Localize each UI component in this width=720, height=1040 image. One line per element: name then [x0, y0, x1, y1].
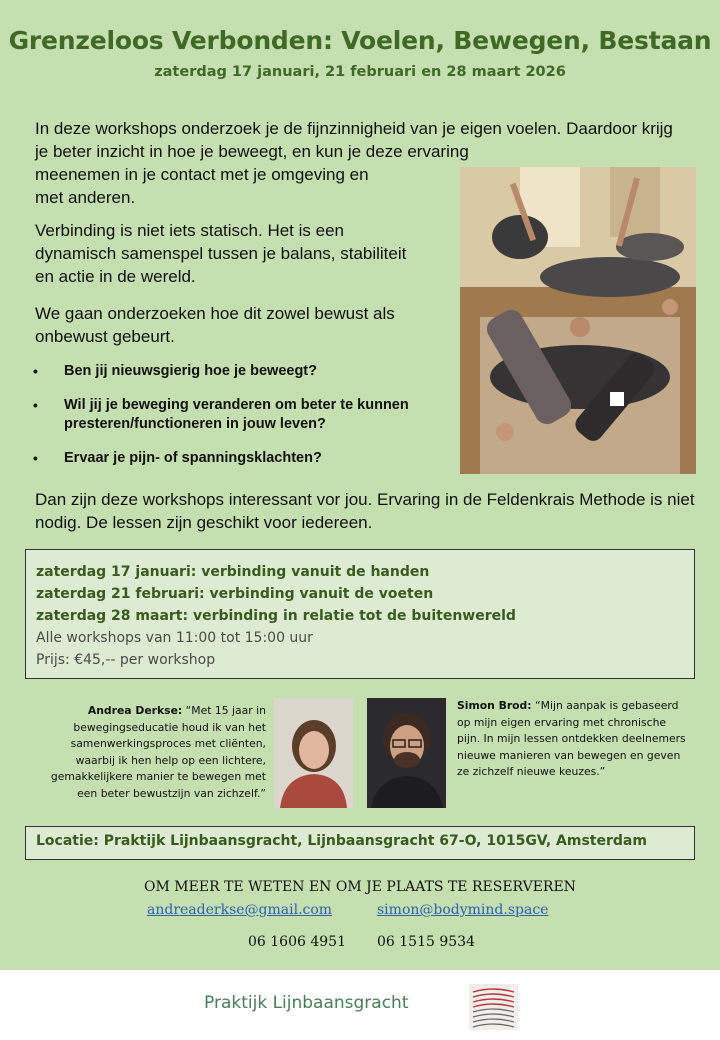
workshop-dates: zaterdag 17 januari, 21 februari en 28 maart 2026: [154, 64, 566, 80]
phone-andrea: 06 1606 4951: [248, 934, 346, 950]
footer-practice-name: Praktijk Lijnbaansgracht: [204, 993, 409, 1013]
page-title: Grenzeloos Verbonden: Voelen, Bewegen, Bestaan: [8, 26, 712, 55]
question-item: • Wil jij je beweging veranderen om beter te kunnen presteren/functioneren in jouw leven?: [33, 396, 443, 434]
location-box: Locatie: Praktijk Lijnbaansgracht, Lijnbaansgracht 67-O, 1015GV, Amsterdam: [25, 826, 695, 860]
closing-paragraph: Dan zijn deze workshops interessant vor jou. Ervaring in de Feldenkrais Methode is niet nodig. De lessen zijn geschikt voor iedereen.: [35, 490, 695, 532]
intro-paragraph-3: We gaan onderzoeken hoe dit zowel bewust als onbewust gebeurt.: [35, 304, 395, 346]
portrait-andrea: [274, 698, 353, 808]
intro-paragraph-2: Verbinding is niet iets statisch. Het is een dynamisch samenspel tussen je balans, stabiliteit en actie in de wereld.: [35, 221, 407, 286]
phone-simon: 06 1515 9534: [377, 934, 475, 950]
session-item: zaterdag 17 januari: verbinding vanuit de handen: [36, 564, 430, 580]
practice-logo-icon: [469, 984, 518, 1030]
question-list: [33, 362, 443, 483]
teacher-name-simon: Simon Brod:: [457, 699, 532, 712]
email-link-simon[interactable]: simon@bodymind.space: [377, 902, 549, 918]
reserve-heading: OM MEER TE WETEN EN OM JE PLAATS TE RESERVEREN: [144, 879, 576, 895]
session-item: zaterdag 21 februari: verbinding vanuit de voeten: [36, 586, 434, 602]
bio-simon: [457, 698, 687, 781]
bio-andrea: [40, 703, 266, 802]
question-item: • Ervaar je pijn- of spanningsklachten?: [33, 449, 443, 468]
workshop-price: Prijs: €45,-- per workshop: [36, 652, 216, 668]
portrait-simon: [367, 698, 446, 808]
intro-paragraph-1-cont: meenemen in je contact met je omgeving en met anderen.: [35, 165, 369, 207]
workshop-photo: [460, 167, 696, 474]
workshop-time: Alle workshops van 11:00 tot 15:00 uur: [36, 630, 313, 646]
intro-paragraph-1: In deze workshops onderzoek je de fijnzinnigheid van je eigen voelen. Daardoor krijg je beter inzicht in hoe je beweegt, en kun je deze ervaring: [35, 119, 673, 161]
schedule-box: [25, 549, 695, 679]
teacher-name-andrea: Andrea Derkse:: [87, 704, 183, 717]
question-item: • Ben jij nieuwsgierig hoe je beweegt?: [33, 362, 443, 381]
session-item: zaterdag 28 maart: verbinding in relatie tot de buitenwereld: [36, 608, 516, 624]
teacher-bio-andrea: “Met 15 jaar in bewegingseducatie houd ik van het samenwerkingsproces met cliënten, waarbij ik hen help op een lichtere, gemakkelijkere manier te bewegen met een beter bewustzijn van zichzelf.”: [50, 704, 266, 800]
email-link-andrea[interactable]: andreaderkse@gmail.com: [147, 902, 333, 918]
teacher-bio-simon: “Mijn aanpak is gebaseerd op mijn eigen ervaring met chronische pijn. In mijn lessen ontdekken deelnemers nieuwe manieren van bewegen en geven ze zichzelf nieuwe keuzes.”: [457, 699, 686, 778]
